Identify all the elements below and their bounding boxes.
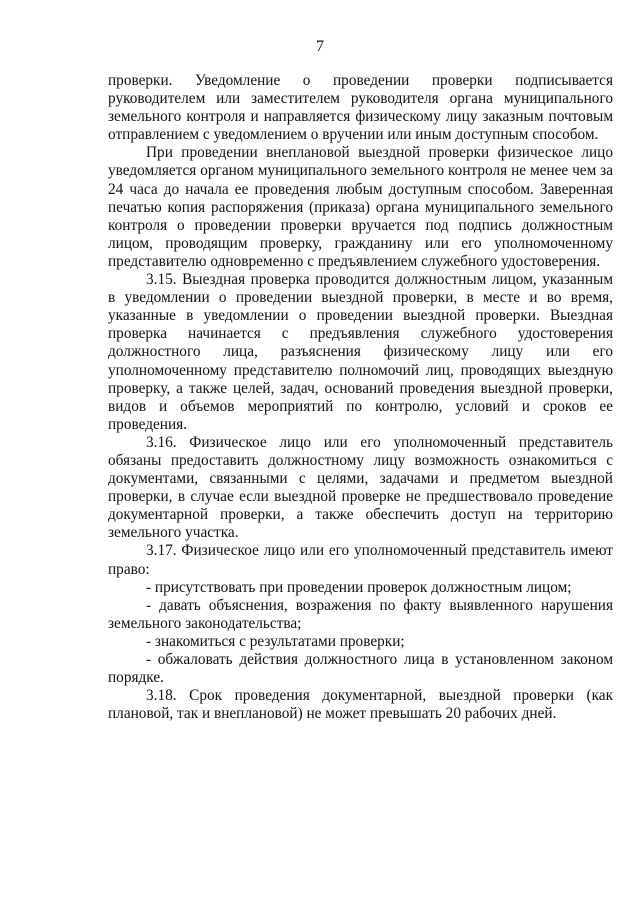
list-item-right-review-results: - знакомиться с результатами проверки; [146,632,405,650]
page-number: 7 [316,38,324,55]
list-item-right-attend: - присутствовать при проведении проверок должностным лицом; [146,578,572,596]
paragraph-3-17: 3.17. Физическое лицо или его уполномоченный представитель имеют право: [108,542,613,578]
paragraph-notification-signing: проверки. Уведомление о проведении проверки подписывается руководителем или заместителем руководителя органа муниципального земельного контроля и направляется физическому лицу заказным почтовым отправлением с уведомлением о вручении или иным доступным способом. [108,72,613,144]
paragraph-3-15: 3.15. Выездная проверка проводится должностным лицом, указанным в уведомлении о проведении выездной проверки, в месте и во время, указанные в уведомлении о проведении выездной проверки. Выездная проверка начинается с предъявления служебного удостоверения должностного лица, разъяснения физическому лицу или его уполномоченному представителю полномочий лиц, проводящих выездную проверку, а также целей, задач, оснований проведения выездной проверки, видов и объемов мероприятий по контролю, условий и сроков ее проведения. [108,271,613,433]
paragraph-3-18: 3.18. Срок проведения документарной, выездной проверки (как плановой, так и внеплановой) не может превышать 20 рабочих дней. [108,687,613,723]
list-item-right-explain: - давать объяснения, возражения по факту выявленного нарушения земельного законодательства; [108,596,613,632]
document-body [108,72,613,723]
list-item-right-appeal: - обжаловать действия должностного лица в установленном законом порядке. [108,651,613,687]
paragraph-unscheduled-inspection: При проведении внеплановой выездной проверки физическое лицо уведомляется органом муниципального земельного контроля не менее чем за 24 часа до начала ее проведения любым доступным способом. Заверенная печатью копия распоряжения (приказа) органа муниципального земельного контроля о проведении проверки вручается под подпись должностным лицом, проводящим проверку, гражданину или его уполномоченному представителю одновременно с предъявлением служебного удостоверения. [108,144,613,270]
paragraph-3-16: 3.16. Физическое лицо или его уполномоченный представитель обязаны предоставить должностному лицу возможность ознакомиться с документами, связанными с целями, задачами и предметом выездной проверки, в случае если выездной проверке не предшествовало проведение документарной проверки, а также обеспечить доступ на территорию земельного участка. [108,433,613,542]
